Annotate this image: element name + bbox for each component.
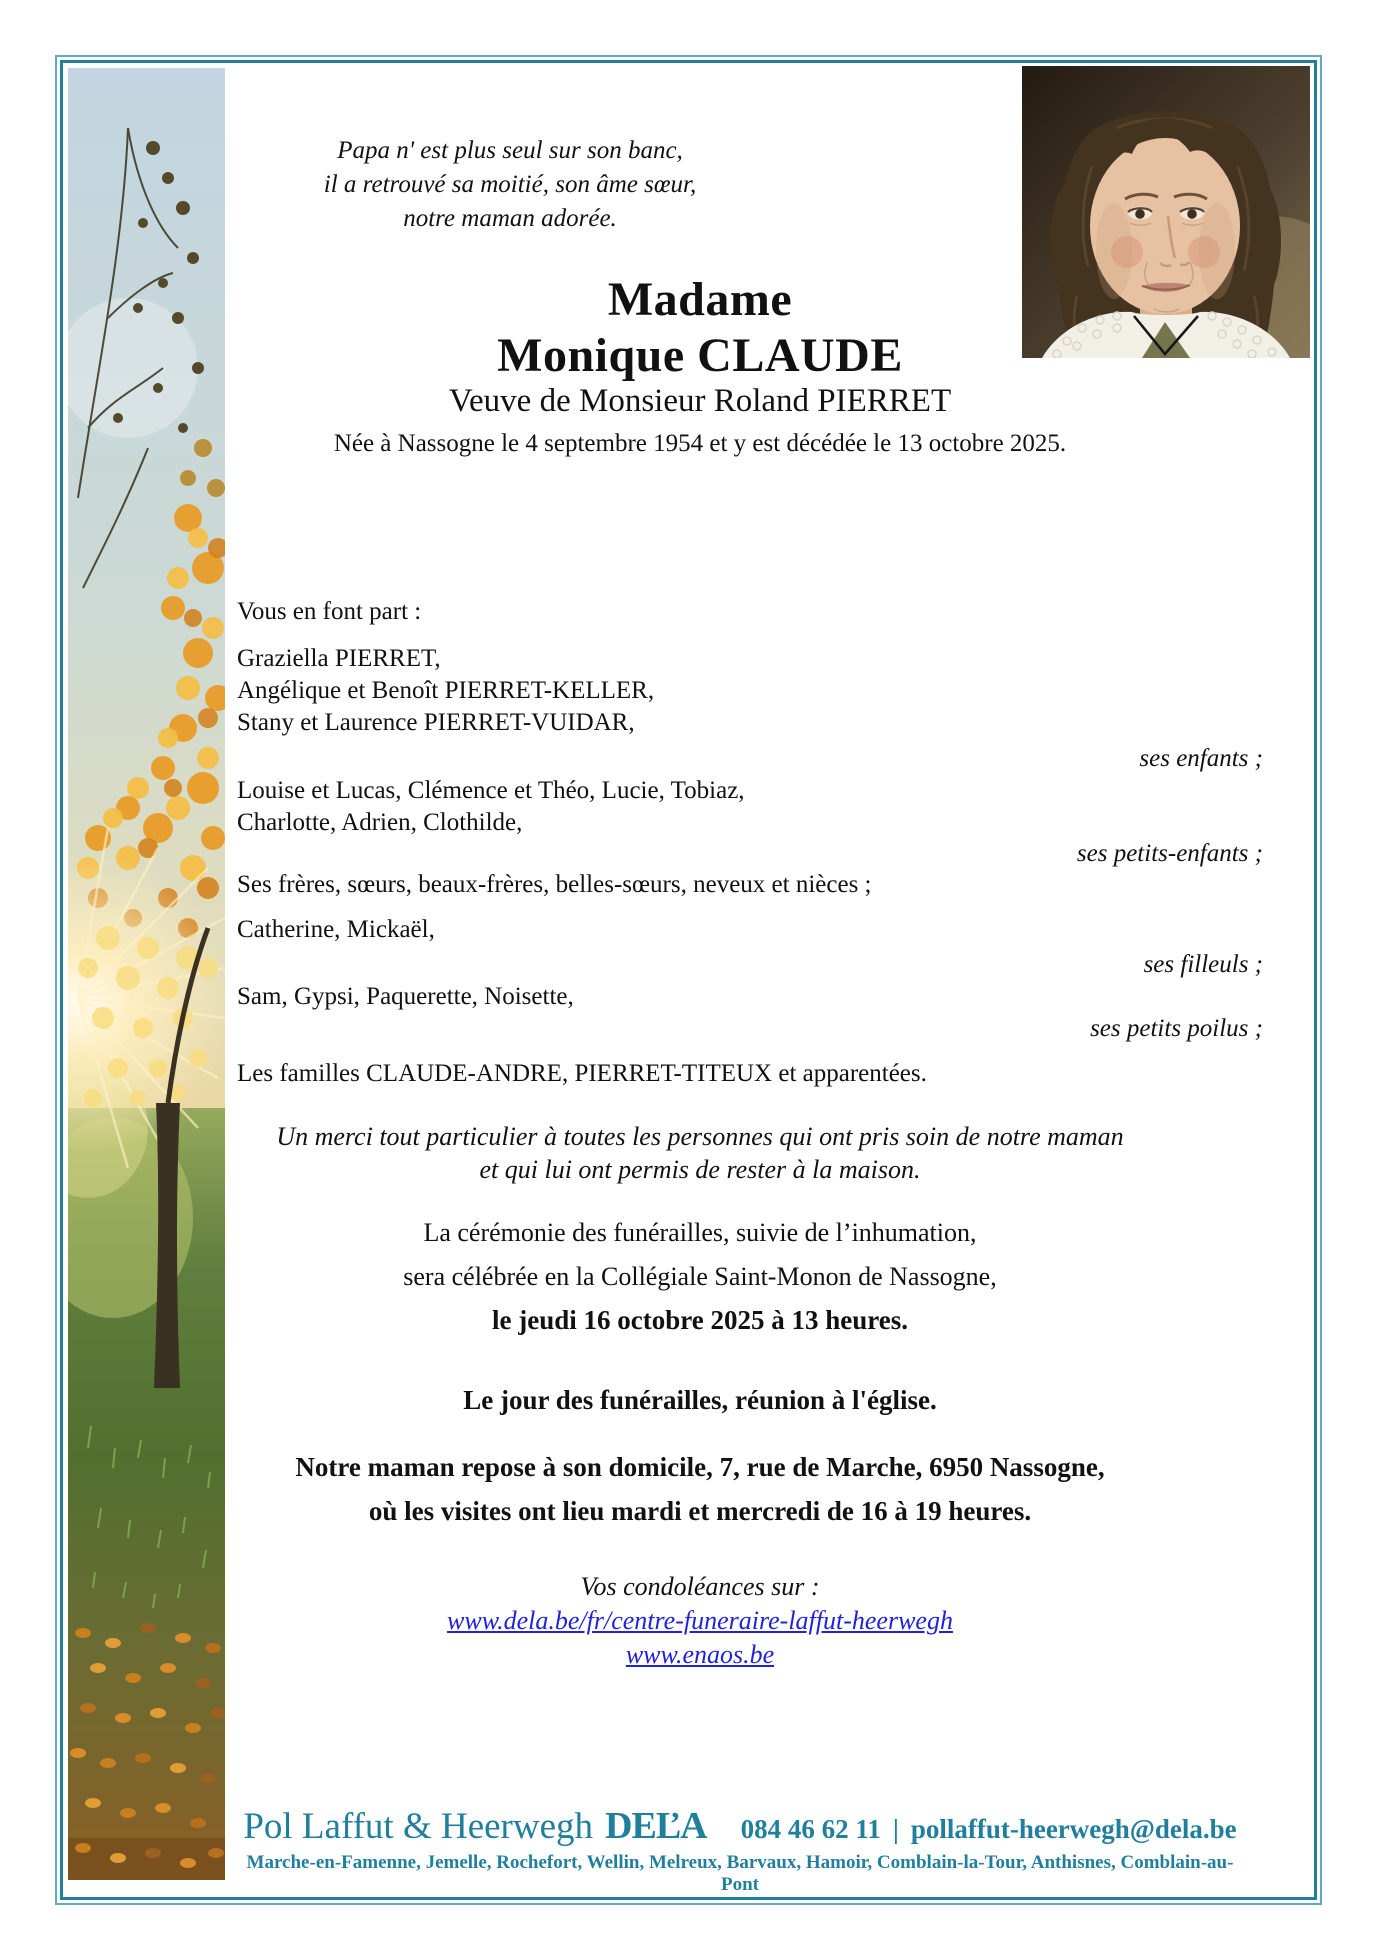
dela-logo: DEĽA: [605, 1805, 707, 1847]
birth-death-line: Née à Nassogne le 4 septembre 1954 et y est décédée le 13 octobre 2025.: [333, 430, 1067, 457]
gathering-line: Le jour des funérailles, réunion à l'église.: [463, 1385, 937, 1415]
epigraph-line: Papa n' est plus seul sur son banc,: [337, 137, 683, 164]
announcement-intro: Vous en font part :: [237, 598, 422, 625]
deceased-title: Madame: [607, 273, 793, 326]
footer-phone: 084 46 62 11: [740, 1814, 881, 1844]
families-line: Les familles CLAUDE-ANDRE, PIERRET-TITEUX et apparentées.: [237, 1060, 927, 1087]
godchildren-line: Catherine, Mickaël,: [237, 916, 435, 943]
repose-line: où les visites ont lieu mardi et mercredi de 16 à 19 heures.: [368, 1496, 1032, 1526]
siblings-line: Ses frères, sœurs, beaux-frères, belles-sœurs, neveux et nièces ;: [237, 871, 872, 898]
ceremony-line: La cérémonie des funérailles, suivie de l’inhumation,: [423, 1218, 977, 1247]
relation-label-pets: ses petits poilus ;: [1090, 1015, 1263, 1042]
autumn-photo-strip: [68, 68, 225, 1880]
ceremony-line: sera célébrée en la Collégiale Saint-Monon de Nassogne,: [403, 1262, 997, 1291]
widow-line: Veuve de Monsieur Roland PIERRET: [448, 383, 952, 419]
child-line: Graziella PIERRET,: [237, 645, 441, 672]
funeral-home-footer: [240, 1804, 1240, 1848]
epigraph-line: notre maman adorée.: [403, 205, 617, 232]
footer-email[interactable]: pollaffut-heerwegh@dela.be: [910, 1814, 1237, 1844]
epigraph-poem: [250, 134, 770, 236]
funeral-home-name: Pol Laffut & Heerwegh: [243, 1806, 594, 1847]
footer-separator: |: [892, 1814, 899, 1844]
grandchild-line: Louise et Lucas, Clémence et Théo, Lucie, Tobiaz,: [237, 777, 745, 804]
thanks-line: et qui lui ont permis de rester à la maison.: [479, 1155, 921, 1184]
relation-label-children: ses enfants ;: [1139, 745, 1263, 772]
child-line: Angélique et Benoît PIERRET-KELLER,: [237, 677, 655, 704]
thanks-line: Un merci tout particulier à toutes les personnes qui ont pris soin de notre maman: [276, 1122, 1124, 1151]
condolences-label: Vos condoléances sur :: [580, 1572, 820, 1601]
condolences-link-dela[interactable]: www.dela.be/fr/centre-funeraire-laffut-heerwegh: [447, 1606, 953, 1635]
autumn-photo: [68, 68, 225, 1880]
epigraph-line: il a retrouvé sa moitié, son âme sœur,: [323, 171, 697, 198]
footer-locations: Marche-en-Famenne, Jemelle, Rochefort, Wellin, Melreux, Barvaux, Hamoir, Comblain-la-Tour, Anthisnes, Comblain-au-Pont: [246, 1852, 1234, 1895]
condolences-link-enaos[interactable]: www.enaos.be: [625, 1640, 775, 1669]
relation-label-godchildren: ses filleuls ;: [1143, 951, 1263, 978]
deceased-name: Monique CLAUDE: [497, 329, 903, 382]
grandchild-line: Charlotte, Adrien, Clothilde,: [237, 809, 523, 836]
repose-line: Notre maman repose à son domicile, 7, rue de Marche, 6950 Nassogne,: [295, 1452, 1105, 1482]
child-line: Stany et Laurence PIERRET-VUIDAR,: [237, 709, 635, 736]
relation-label-grandchildren: ses petits-enfants ;: [1076, 840, 1263, 867]
ceremony-datetime: le jeudi 16 octobre 2025 à 13 heures.: [492, 1305, 908, 1335]
pets-line: Sam, Gypsi, Paquerette, Noisette,: [237, 983, 574, 1010]
